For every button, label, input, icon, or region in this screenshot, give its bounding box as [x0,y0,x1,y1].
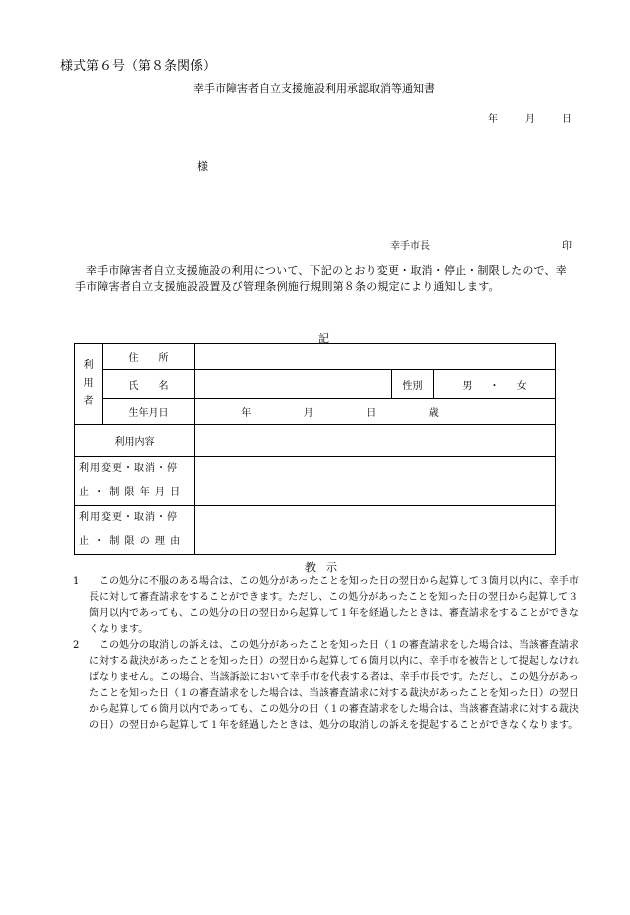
reason-label-line: 止 ・ 制 限 の 理 由 [79,536,182,547]
user-group-char: 利 [83,360,94,371]
usage-label: 利用内容 [75,425,195,457]
instruction-number: 1 [73,576,80,587]
instruction-text: この処分の取消しの訴えは、この処分があったことを知った日（１の審査請求をした場合は、当該審査請求に対する裁決があったことを知った日）の翌日から起算して６箇月以内に、幸手市を被告として提起しなければなりません。この場合、当該訴訟において幸手市を代表する者は、幸手市長です。ただし、この処分があったことを知った日（１の審査請求をした場合は、当該審査請求に対する裁決があったことを知った日）の翌日から起算して６箇月以内であっても、この処分の日（１の審査請求をした場合は、当該審査請求に対する裁決の日）の翌日から起算して１年を経過したときは、処分の取消しの訴えを提起することができなくなります。 [89,640,579,731]
address-label: 住 所 [103,344,195,370]
gender-options[interactable] [434,370,556,399]
name-field[interactable] [195,370,392,399]
address-field[interactable] [195,344,556,370]
instruction-item [73,574,585,638]
reason-label [75,506,195,555]
date-day: 日 [562,114,572,125]
birthdate-label: 生年月日 [103,399,195,425]
birthdate-day-unit: 日 [366,408,377,419]
user-group-char: 用 [83,378,94,389]
birthdate-field[interactable] [195,399,556,425]
instruction-item [73,638,585,734]
reason-field[interactable] [195,506,556,555]
change-date-label-line: 止 ・ 制 限 年 月 日 [79,487,182,498]
age-unit: 歳 [428,408,439,419]
gender-separator: ・ [489,380,500,392]
usage-field[interactable] [195,425,556,457]
recipient-honorific: 様 [197,160,208,173]
reason-label-line: 利用変更・取消・停 [79,512,178,523]
user-group-label [75,344,103,425]
user-group-char: 者 [83,396,94,407]
form-table [74,343,556,555]
birthdate-year-unit: 年 [241,408,252,419]
instructions-title: 教示 [305,561,347,574]
name-label: 氏 名 [103,370,195,399]
date-month: 月 [525,114,535,125]
change-date-field[interactable] [195,457,556,506]
ki-label: 記 [318,332,329,345]
seal-mark: 印 [562,241,572,252]
instruction-number: 2 [73,640,80,651]
issuer-name: 幸手市長 [390,241,430,252]
birthdate-month-unit: 月 [303,408,314,419]
instruction-text: この処分に不服のある場合は、この処分があったことを知った日の翌日から起算して３箇月以内に、幸手市長に対して審査請求をすることができます。ただし、この処分があったことを知った日の翌日から起算して３箇月以内であっても、この処分の日の翌日から起算して１年を経過したときは、審査請求をすることができなくなります。 [89,576,579,635]
document-title: 幸手市障害者自立支援施設利用承認取消等通知書 [193,82,435,95]
change-date-label [75,457,195,506]
date-year: 年 [488,114,498,125]
gender-male[interactable]: 男 [462,380,473,392]
gender-label: 性別 [392,370,434,399]
gender-female[interactable]: 女 [516,380,527,392]
form-number: 様式第６号（第８条関係） [60,59,217,74]
change-date-label-line: 利用変更・取消・停 [79,463,178,474]
body-text: 幸手市障害者自立支援施設の利用について、下記のとおり変更・取消・停止・制限したので、幸手市障害者自立支援施設設置及び管理条例施行規則第８条の規定により通知します。 [75,264,567,293]
